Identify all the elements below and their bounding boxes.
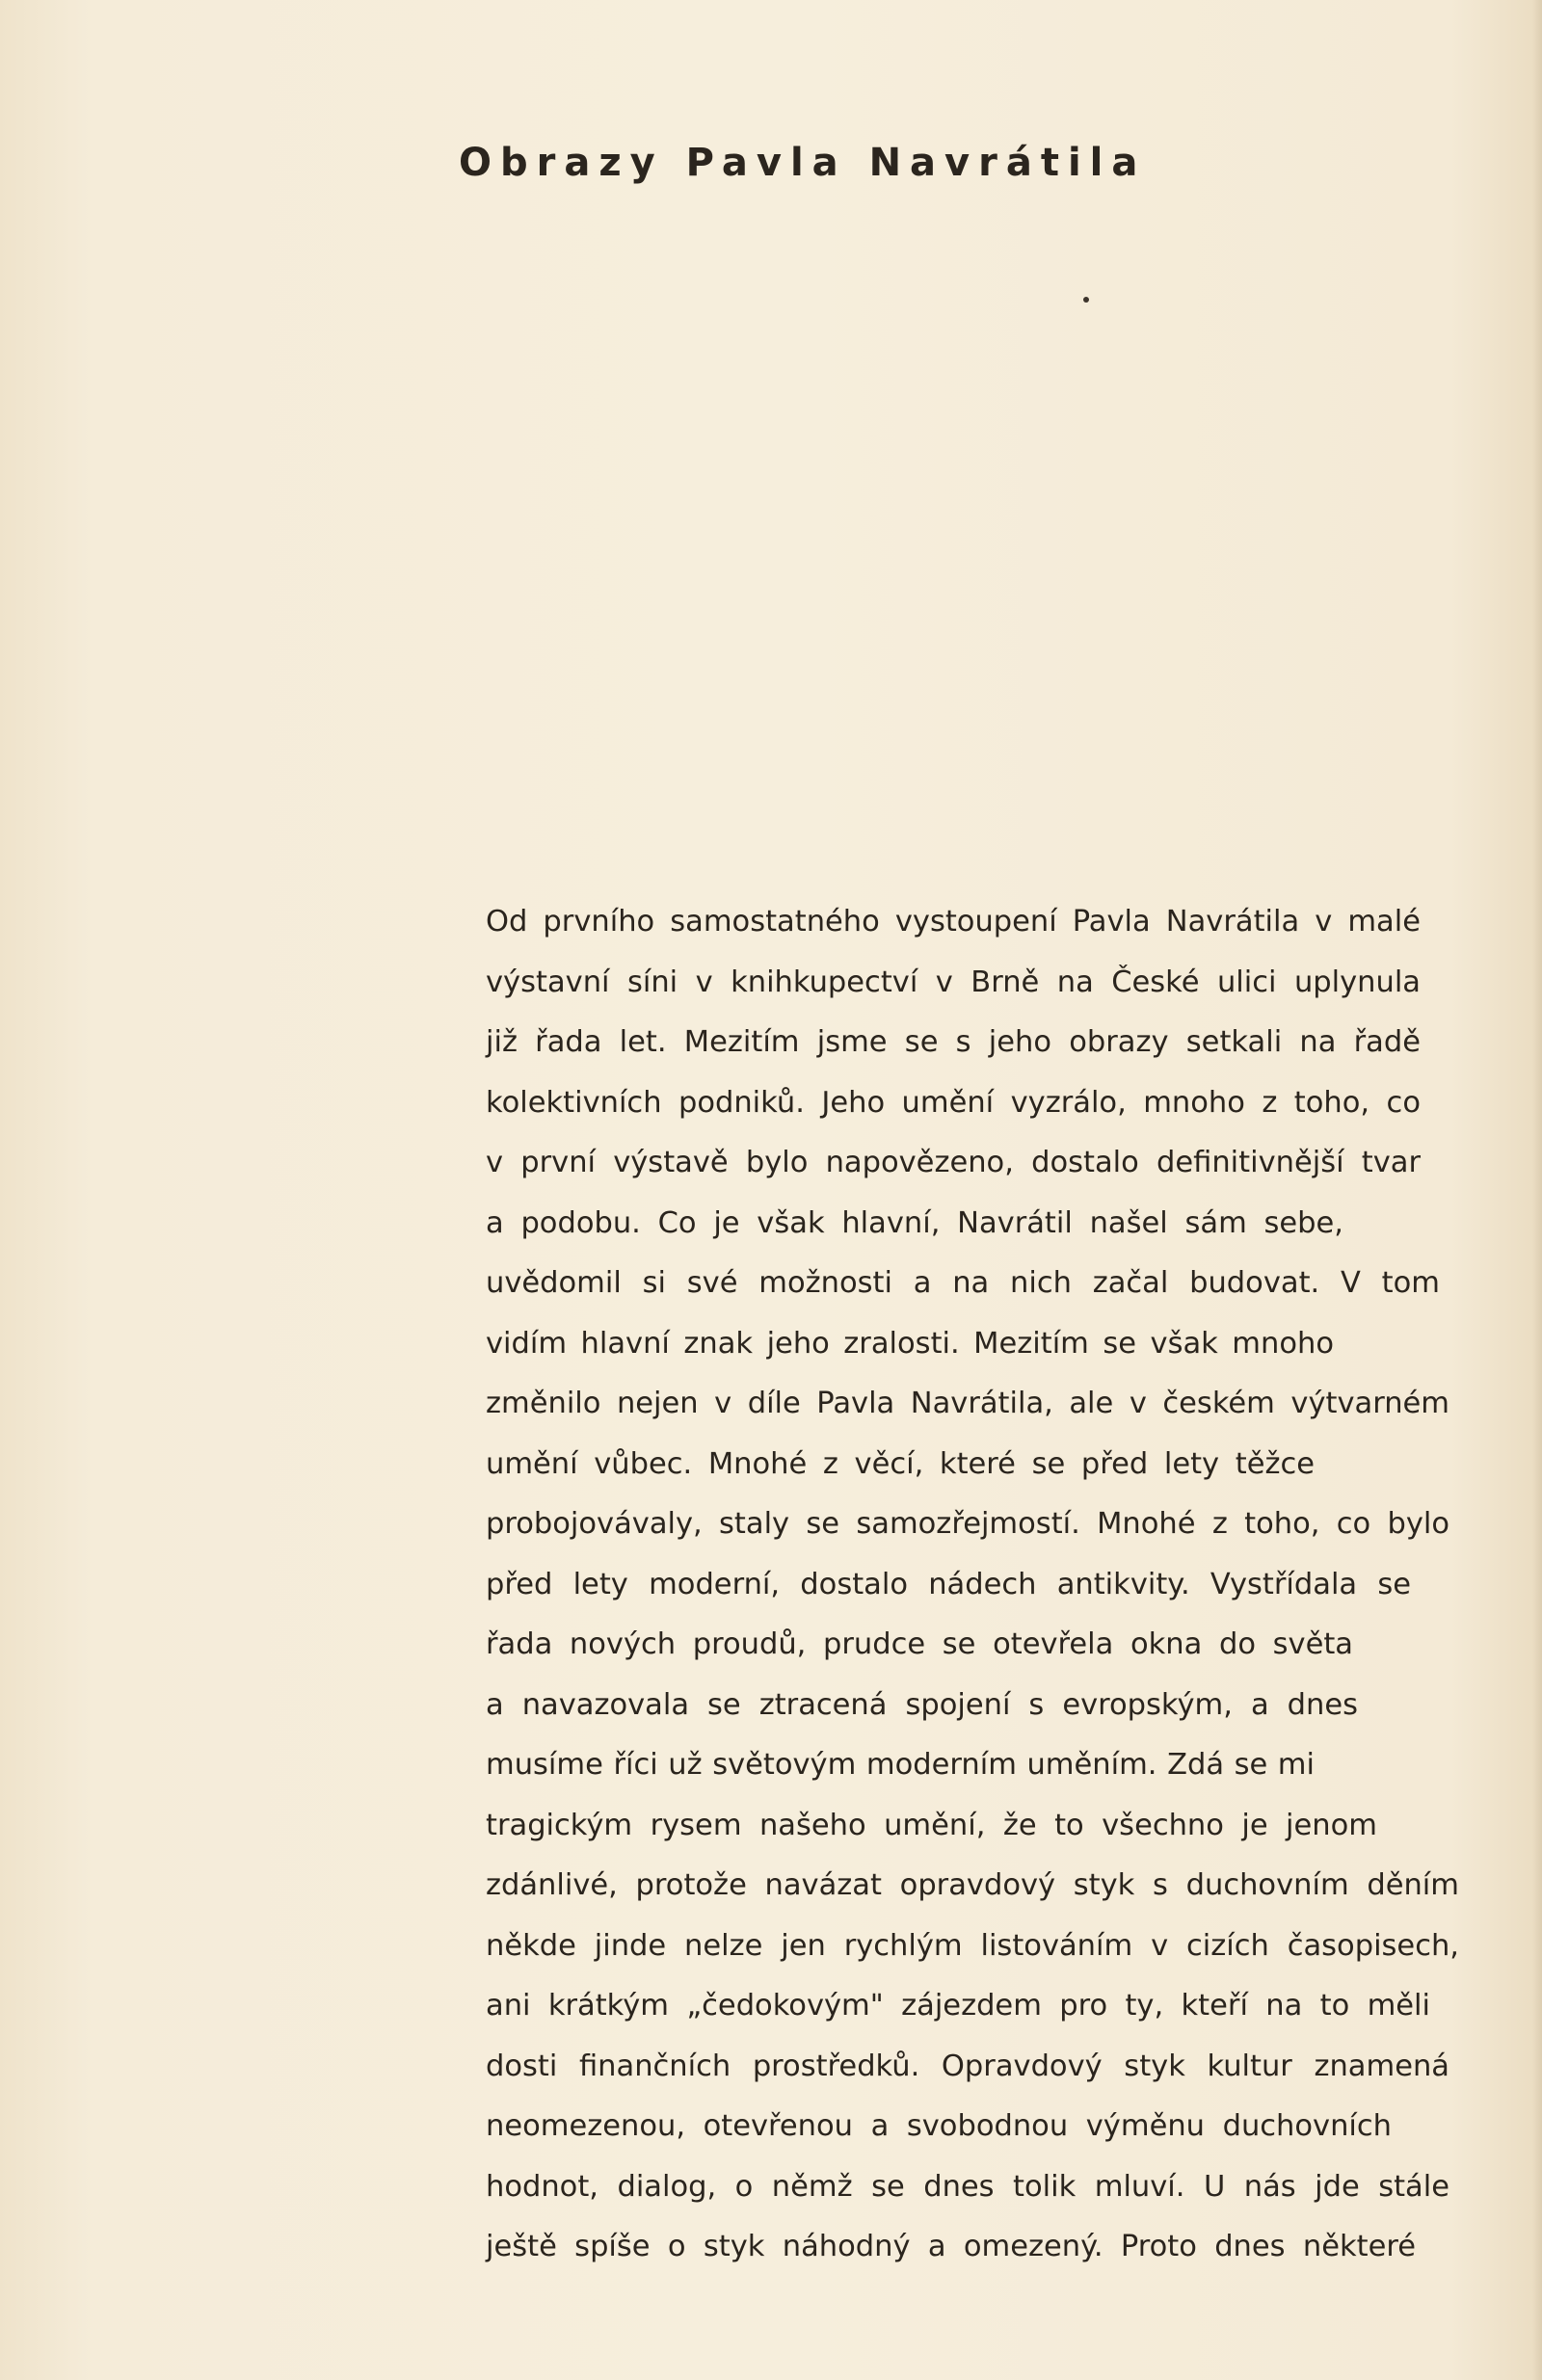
text-line: umění vůbec. Mnohé z věcí, které se před lety těžce: [486, 1446, 1315, 1481]
text-line: vidím hlavní znak jeho zralosti. Mezitím se však mnoho: [486, 1326, 1334, 1361]
text-line: musíme říci už světovým moderním uměním. Zdá se mi: [486, 1748, 1315, 1782]
text-line: probojovávaly, staly se samozřejmostí. Mnohé z toho, co bylo: [486, 1507, 1449, 1541]
text-line: uvědomil si své možnosti a na nich začal budovat. V tom: [486, 1266, 1440, 1300]
text-line: v první výstavě bylo napovězeno, dostalo definitivnější tvar: [486, 1146, 1421, 1179]
text-line: před lety moderní, dostalo nádech antikvity. Vystřídala se: [486, 1567, 1411, 1601]
text-line: ani krátkým „čedokovým" zájezdem pro ty, kteří na to měli: [486, 1989, 1430, 2023]
body-paragraph: [486, 892, 1459, 2278]
text-line: zdánlivé, protože navázat opravdový styk s duchovním děním: [486, 1868, 1459, 1902]
text-line: ještě spíše o styk náhodný a omezený. Proto dnes některé: [486, 2230, 1416, 2263]
text-line: již řada let. Mezitím jsme se s jeho obrazy setkali na řadě: [486, 1025, 1421, 1059]
page-title: Obrazy Pavla Navrátila: [459, 141, 1147, 185]
page-edge: [1532, 0, 1542, 2380]
text-line: řada nových proudů, prudce se otevřela okna do světa: [486, 1627, 1353, 1661]
text-line: tragickým rysem našeho umění, že to všechno je jenom: [486, 1808, 1377, 1842]
text-line: dosti finančních prostředků. Opravdový styk kultur znamená: [486, 2049, 1449, 2083]
ink-speck: [1083, 297, 1089, 303]
text-line: hodnot, dialog, o němž se dnes tolik mluví. U nás jde stále: [486, 2169, 1449, 2204]
text-line: změnilo nejen v díle Pavla Navrátila, ale v českém výtvarném: [486, 1387, 1449, 1420]
text-line: někde jinde nelze jen rychlým listováním v cizích časopisech,: [486, 1928, 1459, 1963]
text-line: kolektivních podniků. Jeho umění vyzrálo, mnoho z toho, co: [486, 1085, 1421, 1120]
text-line: výstavní síni v knihkupectví v Brně na České ulici uplynula: [486, 965, 1421, 999]
text-line: a podobu. Co je však hlavní, Navrátil našel sám sebe,: [486, 1205, 1343, 1240]
text-line: a navazovala se ztracená spojení s evropským, a dnes: [486, 1687, 1358, 1722]
text-line: neomezenou, otevřenou a svobodnou výměnu duchovních: [486, 2109, 1392, 2143]
text-line: Od prvního samostatného vystoupení Pavla Navrátila v malé: [486, 905, 1421, 939]
